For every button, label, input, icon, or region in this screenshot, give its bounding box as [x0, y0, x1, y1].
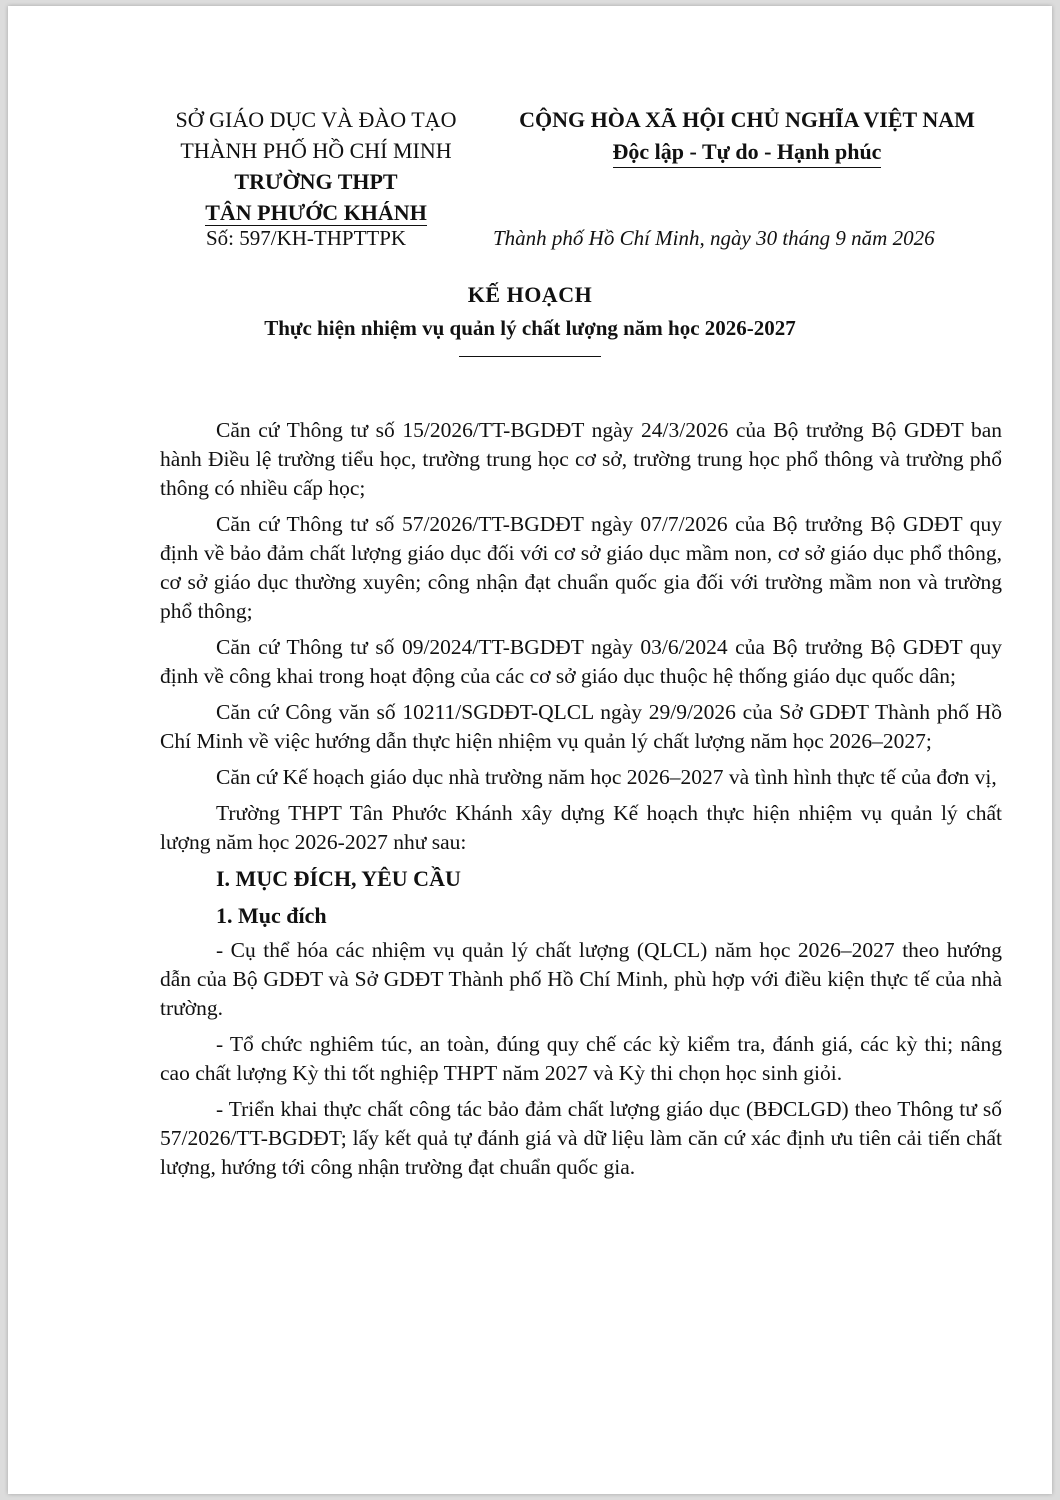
basis-paragraph: Căn cứ Kế hoạch giáo dục nhà trường năm học 2026–2027 và tình hình thực tế của đơn vị, — [216, 765, 997, 789]
national-title: CỘNG HÒA XÃ HỘI CHỦ NGHĨA VIỆT NAM — [519, 107, 975, 132]
title-block — [8, 280, 1052, 357]
document-body — [160, 416, 1002, 1189]
issuer-department: SỞ GIÁO DỤC VÀ ĐÀO TẠO — [175, 107, 457, 132]
issuer-city: THÀNH PHỐ HỒ CHÍ MINH — [180, 138, 452, 163]
issuer-block — [168, 104, 464, 228]
national-header — [491, 104, 1003, 168]
document-subtitle: Thực hiện nhiệm vụ quản lý chất lượng năm học 2026-2027 — [264, 316, 796, 340]
document-title: KẾ HOẠCH — [467, 282, 593, 307]
issuer-school-name — [168, 197, 464, 228]
basis-paragraph: Căn cứ Thông tư số 09/2024/TT-BGDĐT ngày 03/6/2024 của Bộ trưởng Bộ GDĐT quy định về công khai trong hoạt động của các cơ sở giáo dục thuộc hệ thống giáo dục quốc dân; — [160, 635, 1002, 688]
basis-paragraph: Căn cứ Thông tư số 57/2026/TT-BGDĐT ngày 07/7/2026 của Bộ trưởng Bộ GDĐT quy định về bảo đảm chất lượng giáo dục đối với cơ sở giáo dục mầm non, cơ sở giáo dục phổ thông, cơ sở giáo dục thường xuyên; công nhận đạt chuẩn quốc gia đối với trường mầm non và trường phổ thông; — [160, 512, 1002, 623]
document-page — [8, 6, 1052, 1494]
national-motto-row — [491, 136, 1003, 168]
title-divider — [459, 356, 601, 357]
purpose-paragraph: - Triển khai thực chất công tác bảo đảm chất lượng giáo dục (BĐCLGD) theo Thông tư số 57/2026/TT-BGDĐT; lấy kết quả tự đánh giá và dữ liệu làm căn cứ xác định ưu tiên cải tiến chất lượng, hướng tới công nhận trường đạt chuẩn quốc gia. — [160, 1097, 1002, 1179]
subsection-heading: 1. Mục đích — [216, 903, 327, 928]
national-motto: Độc lập - Tự do - Hạnh phúc — [613, 137, 882, 168]
section-heading: I. MỤC ĐÍCH, YÊU CẦU — [216, 866, 461, 891]
issuer-school-type: TRƯỜNG THPT — [234, 169, 398, 194]
basis-paragraph: Căn cứ Công văn số 10211/SGDĐT-QLCL ngày 29/9/2026 của Sở GDĐT Thành phố Hồ Chí Minh về việc hướng dẫn thực hiện nhiệm vụ quản lý chất lượng năm học 2026–2027; — [160, 700, 1002, 753]
intro-paragraph: Trường THPT Tân Phước Khánh xây dựng Kế hoạch thực hiện nhiệm vụ quản lý chất lượng năm học 2026-2027 như sau: — [160, 801, 1002, 854]
issuer-school-name-text: TÂN PHƯỚC KHÁNH — [205, 200, 427, 225]
basis-paragraph: Căn cứ Thông tư số 15/2026/TT-BGDĐT ngày 24/3/2026 của Bộ trưởng Bộ GDĐT ban hành Điều lệ trường tiểu học, trường trung học cơ sở, trường trung học phổ thông và trường phổ thông có nhiều cấp học; — [160, 418, 1002, 500]
document-number: Số: 597/KH-THPTTPK — [206, 226, 407, 250]
purpose-paragraph: - Cụ thể hóa các nhiệm vụ quản lý chất lượng (QLCL) năm học 2026–2027 theo hướng dẫn của Bộ GDĐT và Sở GDĐT Thành phố Hồ Chí Minh, phù hợp với điều kiện thực tế của nhà trường. — [160, 938, 1002, 1020]
document-date: Thành phố Hồ Chí Minh, ngày 30 tháng 9 năm 2026 — [493, 226, 935, 250]
purpose-paragraph: - Tổ chức nghiêm túc, an toàn, đúng quy chế các kỳ kiểm tra, đánh giá, các kỳ thi; nâng cao chất lượng Kỳ thi tốt nghiệp THPT năm 2027 và Kỳ thi chọn học sinh giỏi. — [160, 1032, 1002, 1085]
